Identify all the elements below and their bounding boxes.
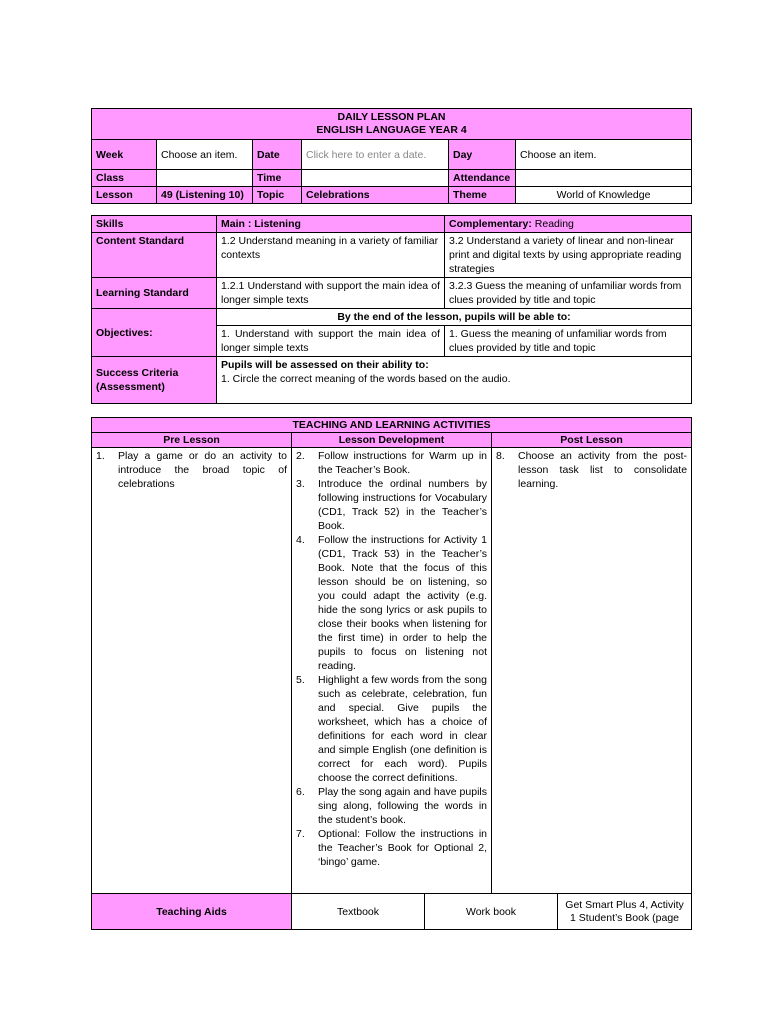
week-dropdown[interactable]: Choose an item. bbox=[157, 140, 253, 170]
topic-label: Topic bbox=[253, 187, 302, 204]
plan-subtitle: ENGLISH LANGUAGE YEAR 4 bbox=[316, 124, 467, 136]
lesson-development-cell bbox=[292, 448, 492, 894]
content-standard-complementary: 3.2 Understand a variety of linear and non-linear print and digital texts by using appropriate reading strategies bbox=[445, 233, 692, 278]
attendance-label: Attendance bbox=[449, 170, 516, 187]
lesson-development-header: Lesson Development bbox=[292, 433, 492, 448]
activity-text: Play the song again and have pupils sing along, following the words in the student’s book. bbox=[318, 786, 487, 826]
activity-number: 2. bbox=[296, 450, 305, 462]
plan-title-cell bbox=[92, 109, 692, 140]
pre-lesson-list bbox=[96, 449, 287, 491]
activity-number: 8. bbox=[496, 450, 505, 462]
complementary-skill bbox=[445, 216, 692, 233]
activity-number: 4. bbox=[296, 534, 305, 546]
activity-text: Introduce the ordinal numbers by following instructions for Vocabulary (CD1, Track 52) in the Teacher’s Book. bbox=[318, 478, 487, 532]
activity-text: Optional: Follow the instructions in the Teacher’s Book for Optional 2, ‘bingo’ game. bbox=[318, 828, 487, 868]
activity-item bbox=[296, 477, 487, 533]
activity-item bbox=[296, 533, 487, 673]
activity-number: 7. bbox=[296, 828, 305, 840]
topic-value: Celebrations bbox=[302, 187, 449, 204]
time-field[interactable] bbox=[302, 170, 449, 187]
complementary-value: Reading bbox=[531, 218, 574, 230]
lesson-development-list bbox=[296, 449, 487, 869]
lesson-label: Lesson bbox=[92, 187, 157, 204]
week-label: Week bbox=[92, 140, 157, 170]
activity-text: Highlight a few words from the song such as celebrate, celebration, fun and special. Give pupils the worksheet, which has a choice of definitions for each word in clear and simple English (one definition is correct for each word). Pupils choose the correct definitions. bbox=[318, 674, 487, 784]
lesson-info-table bbox=[91, 108, 692, 204]
activity-text: Choose an activity from the post-lesson task list to consolidate learning. bbox=[518, 450, 688, 490]
objectives-label: Objectives: bbox=[92, 309, 217, 357]
learning-standard-complementary: 3.2.3 Guess the meaning of unfamiliar words from clues provided by title and topic bbox=[445, 278, 692, 309]
success-criteria-label: Success Criteria (Assessment) bbox=[92, 357, 217, 404]
learning-standard-label: Learning Standard bbox=[92, 278, 217, 309]
activity-text: Follow the instructions for Activity 1 (CD1, Track 53) in the Teacher’s Book. Note that the focus of this lesson should be on listening, so you could adapt the activity (e.g. hide the song lyrics or ask pupils to close their books when listening for the first time) in order to help the pupils to focus on listening not reading. bbox=[318, 534, 487, 672]
post-lesson-cell bbox=[492, 448, 692, 894]
activities-table bbox=[91, 417, 692, 930]
activities-title: TEACHING AND LEARNING ACTIVITIES bbox=[92, 418, 692, 433]
content-standard-main: 1.2 Understand meaning in a variety of familiar contexts bbox=[217, 233, 445, 278]
teaching-aid-1: Textbook bbox=[292, 894, 425, 930]
activity-item bbox=[296, 827, 487, 869]
class-label: Class bbox=[92, 170, 157, 187]
success-criteria-item: 1. Circle the correct meaning of the words based on the audio. bbox=[221, 373, 511, 385]
teaching-aids-label: Teaching Aids bbox=[92, 894, 292, 930]
pre-lesson-cell bbox=[92, 448, 292, 894]
time-label: Time bbox=[253, 170, 302, 187]
success-criteria-cell bbox=[217, 357, 692, 404]
date-picker[interactable]: Click here to enter a date. bbox=[302, 140, 449, 170]
date-label: Date bbox=[253, 140, 302, 170]
activity-number: 3. bbox=[296, 478, 305, 490]
skills-label: Skills bbox=[92, 216, 217, 233]
objective-main: 1. Understand with support the main idea of longer simple texts bbox=[217, 326, 445, 357]
activity-number: 1. bbox=[96, 450, 105, 462]
teaching-aid-3: Get Smart Plus 4, Activity 1 Student’s Book (page bbox=[558, 894, 692, 930]
pre-lesson-header: Pre Lesson bbox=[92, 433, 292, 448]
activity-number: 6. bbox=[296, 786, 305, 798]
objectives-header: By the end of the lesson, pupils will be able to: bbox=[217, 309, 692, 326]
main-skill: Main : Listening bbox=[217, 216, 445, 233]
theme-dropdown[interactable]: World of Knowledge bbox=[516, 187, 692, 204]
objective-complementary: 1. Guess the meaning of unfamiliar words from clues provided by title and topic bbox=[445, 326, 692, 357]
skills-table bbox=[91, 215, 692, 404]
plan-title: DAILY LESSON PLAN bbox=[337, 111, 446, 123]
day-dropdown[interactable]: Choose an item. bbox=[516, 140, 692, 170]
day-label: Day bbox=[449, 140, 516, 170]
post-lesson-list bbox=[496, 449, 687, 491]
post-lesson-header: Post Lesson bbox=[492, 433, 692, 448]
success-criteria-header: Pupils will be assessed on their ability to: bbox=[221, 359, 429, 371]
activity-item bbox=[496, 449, 687, 491]
content-standard-label: Content Standard bbox=[92, 233, 217, 278]
activity-item bbox=[296, 785, 487, 827]
activity-item bbox=[296, 449, 487, 477]
activity-text: Follow instructions for Warm up in the Teacher’s Book. bbox=[318, 450, 487, 476]
activity-item bbox=[96, 449, 287, 491]
lesson-value: 49 (Listening 10) bbox=[157, 187, 253, 204]
complementary-label: Complementary: bbox=[449, 218, 532, 230]
activity-text: Play a game or do an activity to introduce the broad topic of celebrations bbox=[118, 450, 287, 490]
activity-item bbox=[296, 673, 487, 785]
attendance-field[interactable] bbox=[516, 170, 692, 187]
theme-label: Theme bbox=[449, 187, 516, 204]
class-field[interactable] bbox=[157, 170, 253, 187]
learning-standard-main: 1.2.1 Understand with support the main idea of longer simple texts bbox=[217, 278, 445, 309]
teaching-aid-2: Work book bbox=[425, 894, 558, 930]
activity-number: 5. bbox=[296, 674, 305, 686]
